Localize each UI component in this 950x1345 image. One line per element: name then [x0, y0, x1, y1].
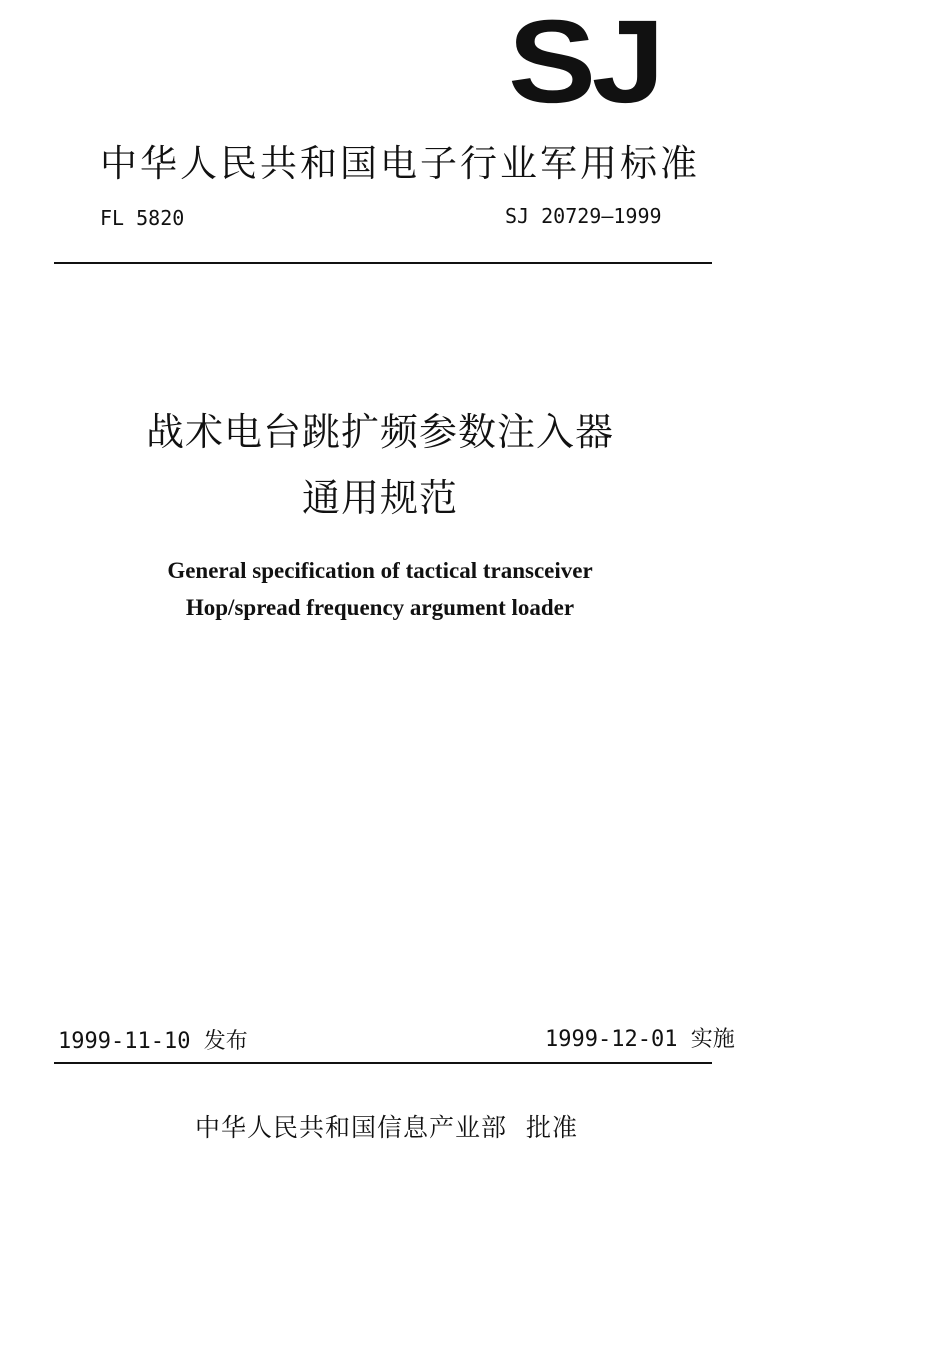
- issue-date: 1999-11-10 发布: [58, 1029, 248, 1054]
- header-divider: [54, 262, 712, 264]
- footer-divider: [54, 1062, 712, 1064]
- approving-authority: 中华人民共和国信息产业部: [195, 1113, 508, 1142]
- title-english-line-1: General specification of tactical transceiver: [167, 558, 593, 583]
- title-english-line-2: Hop/spread frequency argument loader: [185, 595, 575, 620]
- effective-date: 1999-12-01 实施: [545, 1027, 735, 1052]
- sj-logo: SJ: [508, 0, 661, 128]
- approval-label: 批准: [526, 1113, 579, 1142]
- classification-code: FL 5820: [100, 206, 185, 230]
- title-chinese-line-1: 战术电台跳扩频参数注入器: [145, 410, 614, 454]
- standard-category: 中华人民共和国电子行业军用标准: [100, 142, 700, 185]
- standard-number: SJ 20729—1999: [505, 204, 662, 228]
- title-chinese-line-2: 通用规范: [301, 476, 458, 520]
